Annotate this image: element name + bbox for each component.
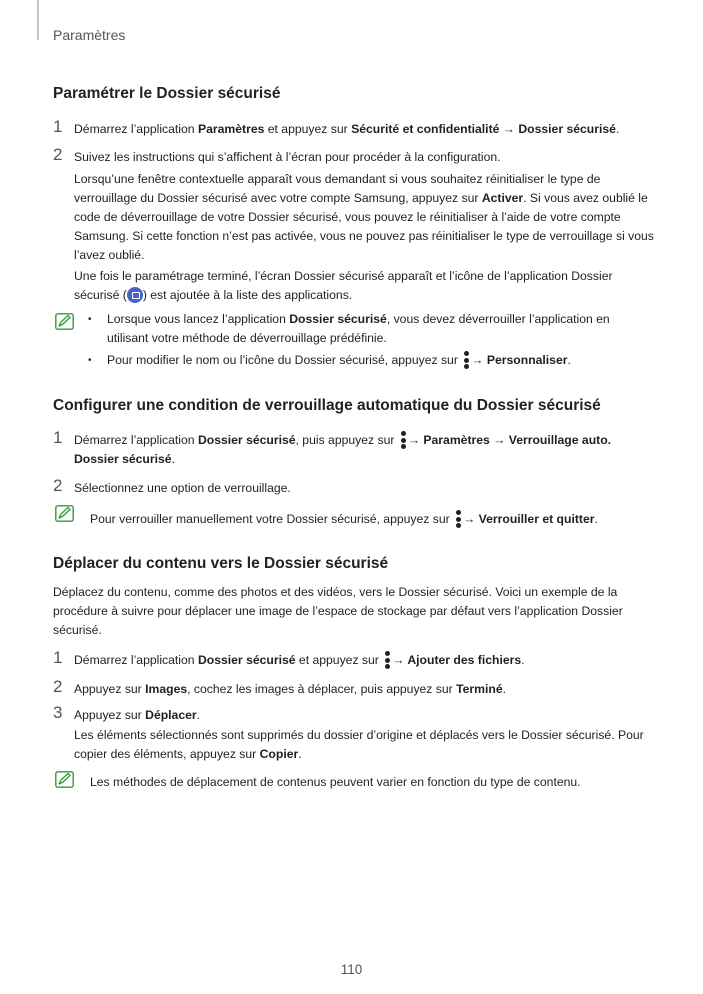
paragraph: Déplacez du contenu, comme des photos et des vidéos, vers le Dossier sécurisé. Voici un exemple de la procédure à suivre pour déplacer une image de l’espace de stockage par défaut vers l’application Dossier sécurisé. [53, 585, 623, 637]
step-1: 1 Démarrez l’application Dossier sécurisé et appuyez sur → Ajouter des fichiers. [53, 648, 525, 667]
note-icon [55, 313, 74, 330]
step-number: 2 [53, 476, 63, 495]
more-options-icon [400, 431, 406, 449]
more-options-icon [455, 510, 461, 528]
step-3: 3 Appuyez sur Déplacer. [53, 703, 201, 722]
note-text: Pour verrouiller manuellement votre Dossier sécurisé, appuyez sur → Verrouiller et quitter. [90, 512, 598, 526]
step-1: 1 Démarrez l’application Paramètres et appuyez sur Sécurité et confidentialité → Dossier sécurisé. [53, 117, 620, 136]
section-title-autolock: Configurer une condition de verrouillage automatique du Dossier sécurisé [53, 397, 601, 414]
header-rule [37, 0, 39, 40]
secure-folder-app-icon [127, 287, 143, 303]
section-title-move: Déplacer du contenu vers le Dossier sécurisé [53, 555, 389, 572]
step-number: 1 [53, 117, 63, 136]
step-2: 2 Suivez les instructions qui s’affichent à l’écran pour procéder à la configuration. [53, 145, 501, 164]
note-bullet: • Pour modifier le nom ou l’icône du Dossier sécurisé, appuyez sur → Personnaliser. [88, 353, 571, 367]
paragraph: Lorsqu’une fenêtre contextuelle apparaît vous demandant si vous souhaitez réinitialiser le type de verrouillage du Dossier sécurisé avec votre compte Samsung, appuyez sur Activer. Si vous avez oublié le code de déverrouillage de votre Dossier sécurisé, vous pouvez le réinitialiser à l’aide de votre compte Samsung. Si cette fonction n’est pas activée, vous ne pouvez pas réinitialiser le type de verrouillage si vous l’avez oublié. [74, 172, 654, 262]
page-header: Paramètres [53, 27, 126, 43]
page-number: 110 [340, 962, 363, 977]
more-options-icon [463, 351, 469, 369]
step-number: 1 [53, 428, 63, 447]
note-icon [55, 505, 74, 522]
note-icon [55, 771, 74, 788]
step-number: 3 [53, 703, 63, 722]
step-1: 1 Démarrez l’application Dossier sécurisé, puis appuyez sur → Paramètres → Verrouillage auto. Dossier sécurisé. [53, 428, 612, 466]
step-number: 2 [53, 677, 63, 696]
step-2: 2 Appuyez sur Images, cochez les images à déplacer, puis appuyez sur Terminé. [53, 677, 507, 696]
step-number: 1 [53, 648, 63, 667]
step-2: 2 Sélectionnez une option de verrouillage. [53, 476, 291, 495]
note-bullet: • Lorsque vous lancez l’application Dossier sécurisé, vous devez déverrouiller l’application en utilisant votre méthode de déverrouillage prédéfinie. [88, 312, 610, 345]
more-options-icon [384, 651, 390, 669]
paragraph: Les éléments sélectionnés sont supprimés du dossier d’origine et déplacés vers le Dossier sécurisé. Pour copier des éléments, appuyez sur Copier. [74, 728, 644, 761]
note-text: Les méthodes de déplacement de contenus peuvent varier en fonction du type de contenu. [90, 775, 581, 789]
paragraph: Une fois le paramétrage terminé, l’écran Dossier sécurisé apparaît et l’icône de l’application Dossier sécurisé ( ) est ajoutée à la liste des applications. [74, 269, 613, 302]
step-number: 2 [53, 145, 63, 164]
section-title-setup: Paramétrer le Dossier sécurisé [53, 85, 281, 102]
